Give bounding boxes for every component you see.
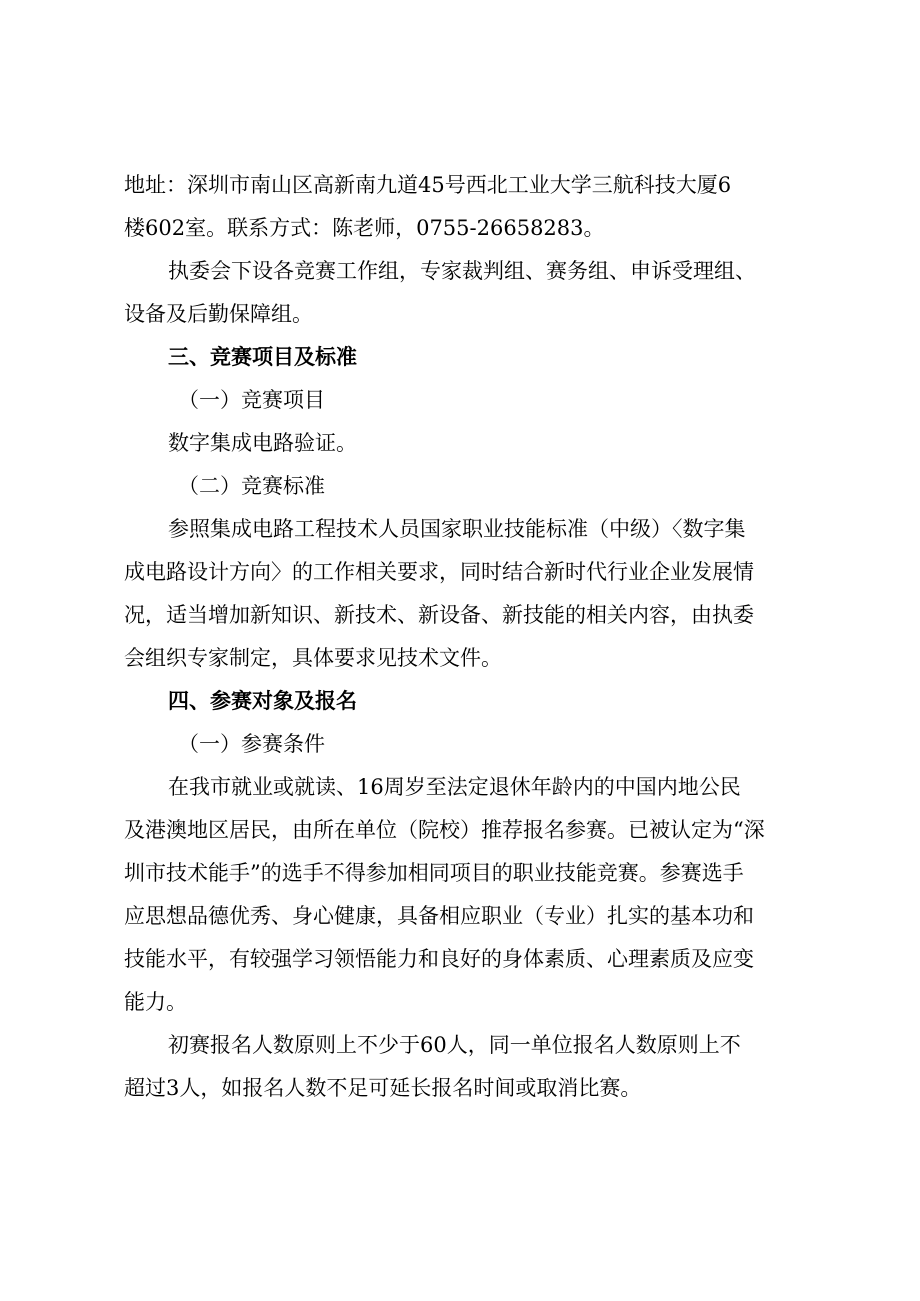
eligibility-line-6: 能力。 [124, 990, 187, 1014]
eligibility-line-3: 圳市技术能手”的选手不得参加相同项目的职业技能竞赛。参赛选手 [124, 861, 744, 885]
standard-line-3: 况，适当增加新知识、新技术、新设备、新技能的相关内容，由执委 [124, 603, 754, 627]
eligibility-line-1: 在我市就业或就读、16周岁至法定退休年龄内的中国内地公民 [168, 775, 741, 799]
committee-line-1: 执委会下设各竞赛工作组，专家裁判组、赛务组、申诉受理组、 [168, 259, 756, 283]
address-line-1: 地址：深圳市南山区高新南九道45号西北工业大学三航科技大厦6 [124, 173, 732, 197]
address-line-2: 楼602室。联系方式：陈老师，0755-26658283。 [124, 216, 605, 240]
eligibility-line-5: 技能水平，有较强学习领悟能力和良好的身体素质、心理素质及应变 [124, 947, 754, 971]
section3-heading: 三、竞赛项目及标准 [168, 345, 357, 369]
section3-sub1-text: 数字集成电路验证。 [168, 431, 357, 455]
section4-heading: 四、参赛对象及报名 [168, 689, 357, 713]
eligibility-line-4: 应思想品德优秀、身心健康，具备相应职业（专业）扎实的基本功和 [124, 904, 754, 928]
committee-line-2: 设备及后勤保障组。 [124, 302, 313, 326]
section3-subheading-2: （二）竞赛标准 [178, 474, 325, 498]
section3-subheading-1: （一）竞赛项目 [178, 388, 325, 412]
registration-line-1: 初赛报名人数原则上不少于60人，同一单位报名人数原则上不 [168, 1033, 741, 1057]
section4-subheading-1: （一）参赛条件 [178, 732, 325, 756]
standard-line-1: 参照集成电路工程技术人员国家职业技能标准（中级）〈数字集 [168, 517, 746, 541]
standard-line-4: 会组织专家制定，具体要求见技术文件。 [124, 646, 502, 670]
standard-line-2: 成电路设计方向〉的工作相关要求，同时结合新时代行业企业发展情 [124, 560, 754, 584]
registration-line-2: 超过3人，如报名人数不足可延长报名时间或取消比赛。 [124, 1076, 642, 1100]
eligibility-line-2: 及港澳地区居民，由所在单位（院校）推荐报名参赛。已被认定为“深 [124, 818, 765, 842]
